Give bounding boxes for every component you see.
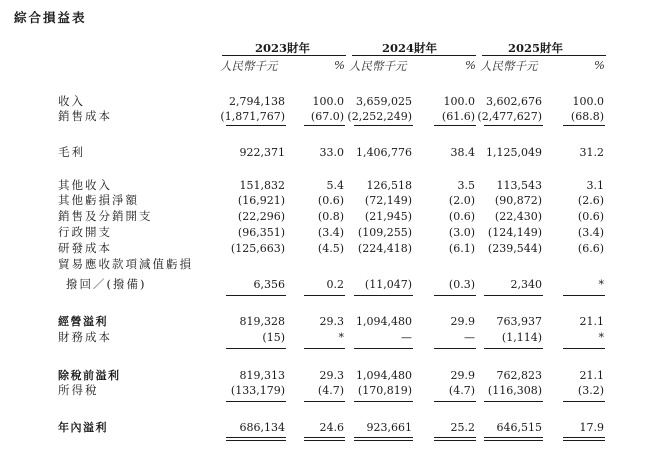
value-2025: (239,544) xyxy=(487,242,542,255)
pct-2023: * xyxy=(338,331,344,344)
subtotal-rule xyxy=(434,348,476,349)
value-2024: (170,819) xyxy=(357,384,412,397)
row-label: 行政開支 xyxy=(58,225,112,239)
total-double-rule xyxy=(434,437,476,441)
subtotal-rule xyxy=(304,348,345,349)
value-2024: 126,518 xyxy=(366,179,412,192)
value-2024: (2,252,249) xyxy=(347,110,412,123)
value-2023: 2,794,138 xyxy=(229,95,285,108)
pct-2024: (0.6) xyxy=(448,210,475,223)
subtotal-rule xyxy=(354,125,413,126)
pct-2024: — xyxy=(464,331,475,344)
subtotal-rule xyxy=(563,125,605,126)
row-label: 銷售成本 xyxy=(58,109,112,123)
table-row-gross-profit xyxy=(0,146,650,159)
pct-2024: (2.0) xyxy=(448,194,475,207)
total-double-rule xyxy=(563,437,605,441)
table-row-operating-profit xyxy=(0,315,650,328)
value-2023: 686,134 xyxy=(239,421,285,434)
unit-header-2024: 人民幣千元 xyxy=(349,59,407,73)
pct-2024: (3.0) xyxy=(448,226,475,239)
table-row-profit-for-year xyxy=(0,421,650,434)
table-row-other-income xyxy=(0,179,650,192)
pct-2023: 24.6 xyxy=(319,421,344,434)
total-double-rule xyxy=(484,437,543,441)
pct-2023: 29.3 xyxy=(319,315,344,328)
subtotal-rule xyxy=(434,401,476,402)
table-row-impairment-heading xyxy=(0,258,650,271)
pct-2023: (3.4) xyxy=(317,226,344,239)
value-2025: 762,823 xyxy=(496,369,542,382)
value-2023: (125,663) xyxy=(230,242,285,255)
value-2023: 6,356 xyxy=(253,278,285,291)
subtotal-rule xyxy=(484,295,543,296)
pct-2024: (4.7) xyxy=(448,384,475,397)
row-label: 毛利 xyxy=(58,145,85,159)
subtotal-rule xyxy=(304,125,345,126)
table-row-finance-costs xyxy=(0,331,650,344)
value-2024: (11,047) xyxy=(364,278,412,291)
row-label: 除稅前溢利 xyxy=(58,369,121,382)
pct-2023: (67.0) xyxy=(310,110,344,123)
row-label: 銷售及分銷開支 xyxy=(58,209,153,223)
value-2024: 1,094,480 xyxy=(356,369,412,382)
unit-header-2025: 人民幣千元 xyxy=(480,59,538,73)
pct-2024: 29.9 xyxy=(450,315,475,328)
value-2024: (21,945) xyxy=(364,210,412,223)
year-underline-2024 xyxy=(352,55,476,56)
subtotal-rule xyxy=(226,401,286,402)
pct-2025: 21.1 xyxy=(579,369,604,382)
pct-2023: 0.2 xyxy=(326,278,344,291)
subtotal-rule xyxy=(563,401,605,402)
value-2023: (15) xyxy=(262,331,285,344)
table-row-admin-expenses xyxy=(0,226,650,239)
subtotal-rule xyxy=(226,295,286,296)
pct-2023: (0.8) xyxy=(317,210,344,223)
value-2025: (124,149) xyxy=(487,226,542,239)
pct-2025: 100.0 xyxy=(572,95,604,108)
value-2023: (96,351) xyxy=(237,226,285,239)
total-double-rule xyxy=(304,437,345,441)
pct-2025: 17.9 xyxy=(579,421,604,434)
pct-2025: * xyxy=(598,278,604,291)
pct-2023: (4.5) xyxy=(317,242,344,255)
table-row-impairment-reversal xyxy=(0,278,650,291)
subtotal-rule xyxy=(563,295,605,296)
pct-2024: 25.2 xyxy=(450,421,475,434)
value-2024: 1,094,480 xyxy=(356,315,412,328)
value-2024: (72,149) xyxy=(364,194,412,207)
pct-2024: (6.1) xyxy=(448,242,475,255)
pct-2023: (4.7) xyxy=(317,384,344,397)
year-header-2024: 2024財年 xyxy=(382,41,438,55)
value-2025: (1,114) xyxy=(501,331,542,344)
pct-header-2024: % xyxy=(465,58,476,72)
value-2023: 819,328 xyxy=(239,315,285,328)
year-underline-2023 xyxy=(222,55,346,56)
pct-2024: 100.0 xyxy=(443,95,475,108)
pct-2023: 29.3 xyxy=(319,369,344,382)
table-row-other-losses xyxy=(0,194,650,207)
value-2025: 1,125,049 xyxy=(486,146,542,159)
value-2023: (133,179) xyxy=(230,384,285,397)
value-2025: (116,308) xyxy=(487,384,542,397)
total-double-rule xyxy=(226,437,286,441)
pct-2024: (0.3) xyxy=(448,278,475,291)
table-row-rnd-costs xyxy=(0,242,650,255)
value-2025: 3,602,676 xyxy=(486,95,542,108)
unit-header-2023: 人民幣千元 xyxy=(220,59,278,73)
pct-2025: (68.8) xyxy=(570,110,604,123)
pct-2025: (3.2) xyxy=(577,384,604,397)
pct-2025: * xyxy=(598,331,604,344)
subtotal-rule xyxy=(354,295,413,296)
year-header-2023: 2023財年 xyxy=(255,41,311,55)
pct-2025: (6.6) xyxy=(577,242,604,255)
subtotal-rule xyxy=(354,401,413,402)
year-header-2025: 2025財年 xyxy=(508,41,564,55)
statement-title: 綜合損益表 xyxy=(14,10,87,25)
value-2025: 2,340 xyxy=(510,278,542,291)
value-2023: (1,871,767) xyxy=(220,110,285,123)
row-label: 財務成本 xyxy=(58,330,112,344)
value-2025: 763,937 xyxy=(496,315,542,328)
pct-2024: 38.4 xyxy=(450,146,475,159)
subtotal-rule xyxy=(484,125,543,126)
table-row-selling-expenses xyxy=(0,210,650,223)
value-2025: (90,872) xyxy=(494,194,542,207)
subtotal-rule xyxy=(434,125,476,126)
value-2023: 922,371 xyxy=(239,146,285,159)
value-2024: — xyxy=(401,331,412,344)
subtotal-rule xyxy=(484,348,543,349)
pct-2024: (61.6) xyxy=(441,110,475,123)
pct-2024: 3.5 xyxy=(457,179,475,192)
pct-2025: 3.1 xyxy=(586,179,604,192)
row-label: 其他收入 xyxy=(58,178,112,192)
pct-2023: 5.4 xyxy=(326,179,344,192)
subtotal-rule xyxy=(354,348,413,349)
row-label: 其他虧損淨額 xyxy=(58,193,139,207)
value-2024: (224,418) xyxy=(357,242,412,255)
row-label: 年內溢利 xyxy=(58,421,108,434)
row-label: 經營溢利 xyxy=(58,315,108,328)
subtotal-rule xyxy=(226,125,286,126)
value-2023: 819,313 xyxy=(239,369,285,382)
row-label: 貿易應收款項減值虧損 xyxy=(58,257,193,271)
pct-2025: (2.6) xyxy=(577,194,604,207)
table-row-income-tax xyxy=(0,384,650,397)
value-2025: 646,515 xyxy=(496,421,542,434)
pct-2025: (0.6) xyxy=(577,210,604,223)
pct-2024: 29.9 xyxy=(450,369,475,382)
pct-2025: 21.1 xyxy=(579,315,604,328)
subtotal-rule xyxy=(304,295,345,296)
row-label: 收入 xyxy=(58,94,85,108)
subtotal-rule xyxy=(304,401,345,402)
pct-2025: 31.2 xyxy=(579,146,604,159)
value-2024: 923,661 xyxy=(366,421,412,434)
subtotal-rule xyxy=(563,348,605,349)
subtotal-rule xyxy=(434,295,476,296)
value-2023: 151,832 xyxy=(239,179,285,192)
pct-2025: (3.4) xyxy=(577,226,604,239)
table-row-profit-before-tax xyxy=(0,369,650,382)
year-underline-2025 xyxy=(482,55,606,56)
subtotal-rule xyxy=(226,348,286,349)
value-2023: (22,296) xyxy=(237,210,285,223)
value-2025: (22,430) xyxy=(494,210,542,223)
total-double-rule xyxy=(354,437,413,441)
pct-2023: (0.6) xyxy=(317,194,344,207)
value-2024: 1,406,776 xyxy=(356,146,412,159)
pct-2023: 100.0 xyxy=(312,95,344,108)
value-2024: 3,659,025 xyxy=(356,95,412,108)
row-label: 研發成本 xyxy=(58,241,112,255)
pct-header-2023: % xyxy=(334,58,345,72)
value-2025: 113,543 xyxy=(496,179,542,192)
table-row-revenue xyxy=(0,95,650,108)
row-label: 所得稅 xyxy=(58,383,99,397)
subtotal-rule xyxy=(484,401,543,402)
pct-2023: 33.0 xyxy=(319,146,344,159)
value-2023: (16,921) xyxy=(237,194,285,207)
pct-header-2025: % xyxy=(594,58,605,72)
value-2025: (2,477,627) xyxy=(477,110,542,123)
value-2024: (109,255) xyxy=(357,226,412,239)
table-row-cost-of-sales xyxy=(0,110,650,123)
row-label: 撥回／(撥備) xyxy=(66,277,147,291)
